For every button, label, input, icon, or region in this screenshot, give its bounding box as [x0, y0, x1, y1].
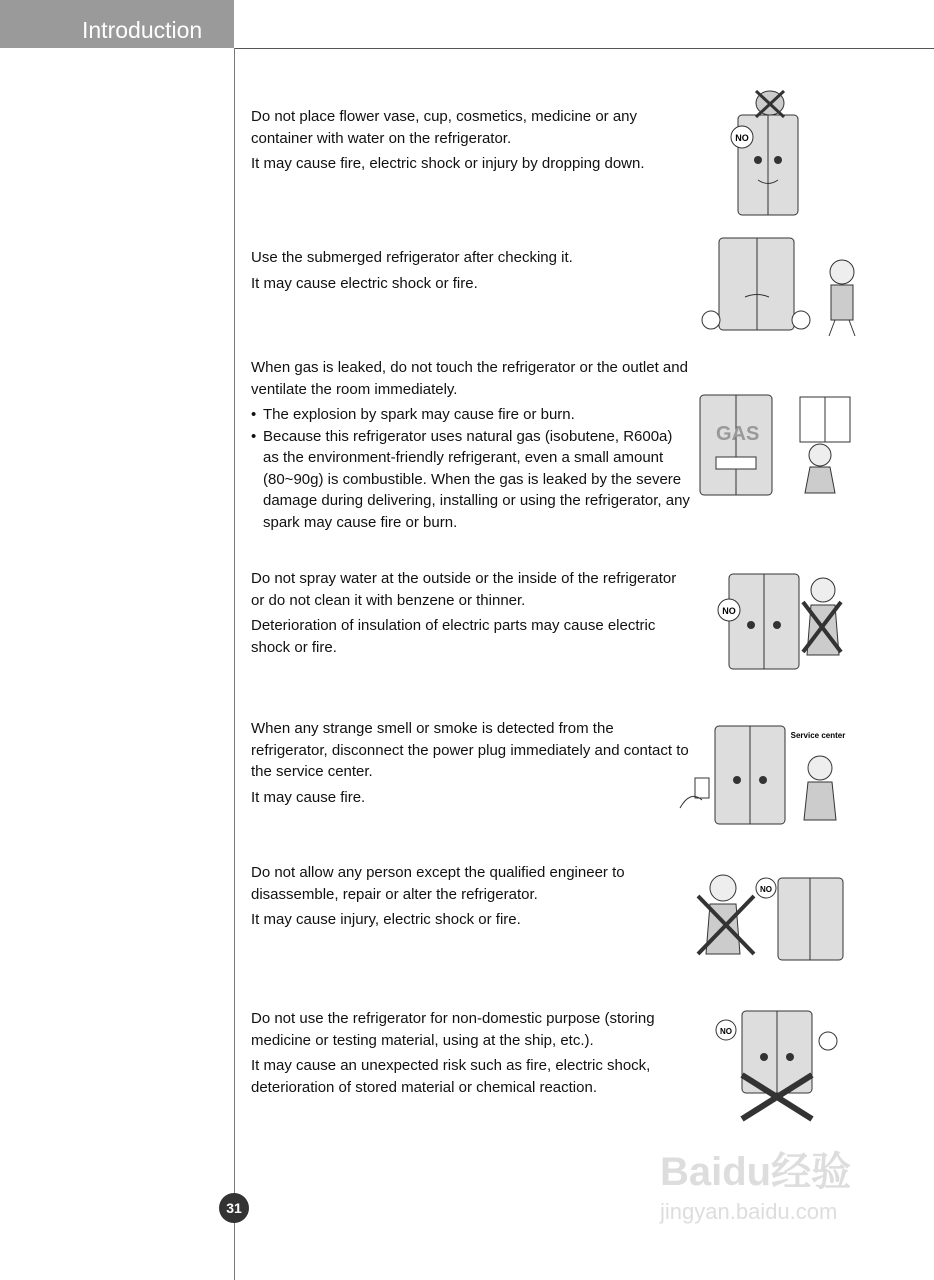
warning-submerged: [251, 247, 691, 298]
warning-spray-water: [251, 568, 691, 662]
section-tab: [0, 0, 234, 48]
no-disassemble-illustration: [688, 866, 853, 966]
warning-consequence: It may cause fire, electric shock or injury by dropping down.: [251, 155, 645, 172]
service-center-label: Service center: [790, 731, 846, 740]
no-sign-label: NO: [735, 133, 749, 143]
warning-gas-leak: [251, 357, 691, 533]
warning-bullets: [251, 404, 691, 533]
gas-leak-illustration: [680, 385, 860, 505]
no-sign-label: NO: [720, 1027, 732, 1036]
watermark-url: jingyan.baidu.com: [660, 1199, 838, 1224]
page-number: 31: [219, 1193, 249, 1223]
margin-rule: [234, 48, 235, 1280]
warning-text: Do not use the refrigerator for non-domestic purpose (storing medicine or testing material, using at the ship, etc.).: [251, 1010, 655, 1049]
warning-consequence: It may cause electric shock or fire.: [251, 274, 478, 292]
watermark-logo: Baidu经验: [660, 1150, 852, 1194]
no-sign-label: NO: [722, 606, 736, 616]
warning-text: When gas is leaked, do not touch the refrigerator or the outlet and ventilate the room immediately.: [251, 359, 688, 398]
no-sign-label: NO: [760, 885, 772, 894]
warning-consequence: It may cause an unexpected risk such as fire, electric shock, deterioration of stored material or chemical reaction.: [251, 1057, 651, 1096]
warning-non-domestic: [251, 1008, 691, 1102]
warning-text: Use the submerged refrigerator after checking it.: [251, 249, 573, 266]
warning-consequence: It may cause injury, electric shock or fire.: [251, 911, 521, 928]
watermark: [660, 1140, 851, 1225]
header-rule: [234, 48, 934, 49]
warning-text: Do not spray water at the outside or the inside of the refrigerator or do not clean it with benzene or thinner.: [251, 570, 677, 609]
bullet-item: • Because this refrigerator uses natural gas (isobutene, R600a) as the environment-friendly refrigerant, even a small amount (80~90g) is combustible. When the gas is leaked by the severe damage during delivering, installing or using the refrigerator, any spark may cause fire or burn.: [251, 426, 691, 534]
warning-text: Do not place flower vase, cup, cosmetics, medicine or any container with water on the refrigerator.: [251, 108, 638, 147]
section-title: Introduction: [82, 17, 203, 43]
gas-label: GAS: [716, 423, 760, 445]
fridge-no-spray-illustration: [715, 560, 845, 680]
warning-text: Do not allow any person except the qualified engineer to disassemble, repair or alter the refrigerator.: [251, 864, 625, 903]
warning-consequence: It may cause fire.: [251, 788, 366, 806]
fridge-no-vase-illustration: [720, 85, 830, 220]
bullet-item: • The explosion by spark may cause fire or burn.: [251, 404, 691, 426]
warning-strange-smell: [251, 718, 691, 812]
non-domestic-illustration: [712, 1005, 842, 1123]
warning-text: When any strange smell or smoke is detected from the refrigerator, disconnect the power plug immediately and contact to the service center.: [251, 720, 689, 780]
warning-consequence: Deterioration of insulation of electric parts may cause electric shock or fire.: [251, 617, 656, 656]
warning-disassemble: [251, 862, 691, 935]
fridge-submerged-illustration: [697, 232, 862, 344]
warning-flower-vase: [251, 106, 691, 179]
service-center-illustration: [675, 720, 855, 830]
